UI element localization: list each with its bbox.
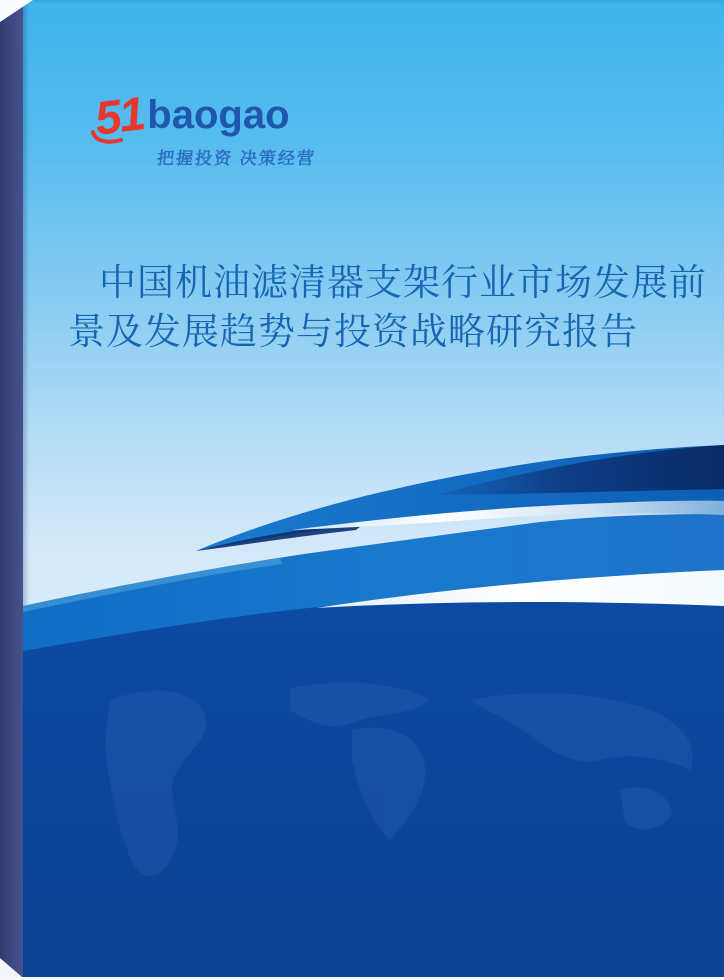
logo-51-mark: 51 xyxy=(91,86,147,145)
report-title xyxy=(0,258,724,356)
report-title-line1: 中国机油滤清器支架行业市场发展前 xyxy=(99,262,707,303)
report-title-line2: 景及发展趋势与投资战略研究报告 xyxy=(68,311,638,352)
logo-baogao-text: baogao xyxy=(147,93,290,137)
wave-navy-crest xyxy=(434,445,724,495)
logo-swoosh-icon xyxy=(91,128,131,146)
logo-tagline: 把握投资 决策经营 xyxy=(156,149,317,168)
logo xyxy=(91,86,317,169)
